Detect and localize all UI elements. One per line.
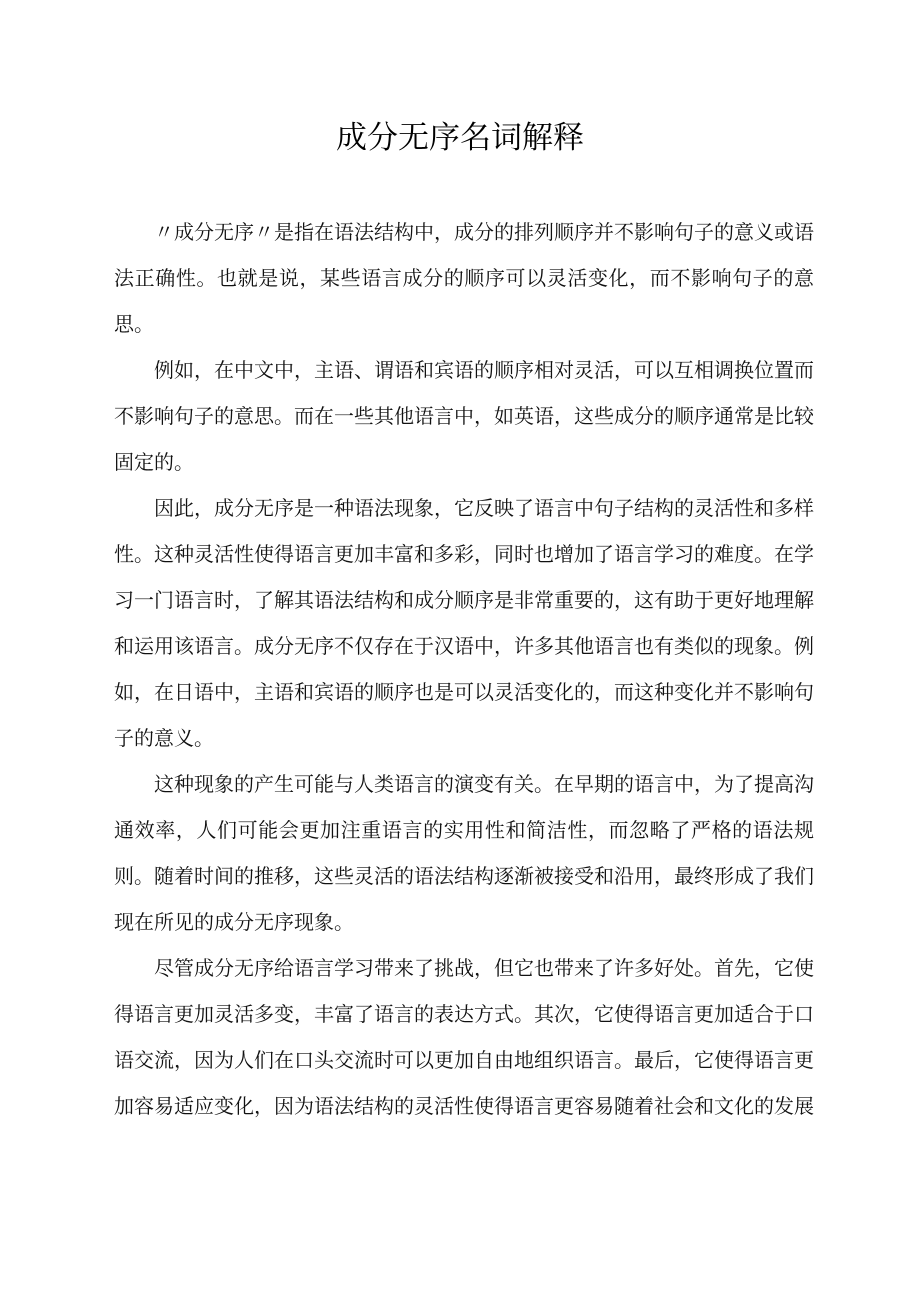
document-title: 成分无序名词解释 xyxy=(336,120,584,156)
paragraph-1: 〃成分无序〃是指在语法结构中，成分的排列顺序并不影响句子的意义或语法正确性。也就是说，某些语言成分的顺序可以灵活变化，而不影响句子的意思。 xyxy=(114,220,814,336)
paragraph-2: 例如，在中文中，主语、谓语和宾语的顺序相对灵活，可以互相调换位置而不影响句子的意思。而在一些其他语言中，如英语，这些成分的顺序通常是比较固定的。 xyxy=(114,358,814,474)
paragraph-4: 这种现象的产生可能与人类语言的演变有关。在早期的语言中，为了提高沟通效率，人们可能会更加注重语言的实用性和简洁性，而忽略了严格的语法规则。随着时间的推移，这些灵活的语法结构逐渐被接受和沿用，最终形成了我们现在所见的成分无序现象。 xyxy=(114,772,814,934)
paragraph-5: 尽管成分无序给语言学习带来了挑战，但它也带来了许多好处。首先，它使得语言更加灵活多变，丰富了语言的表达方式。其次，它使得语言更加适合于口语交流，因为人们在口头交流时可以更加自由地组织语言。最后，它使得语言更加容易适应变化，因为语法结构的灵活性使得语言更容易随着社会和文化的发展 xyxy=(114,956,814,1118)
paragraph-3: 因此，成分无序是一种语法现象，它反映了语言中句子结构的灵活性和多样性。这种灵活性使得语言更加丰富和多彩，同时也增加了语言学习的难度。在学习一门语言时，了解其语法结构和成分顺序是非常重要的，这有助于更好地理解和运用该语言。成分无序不仅存在于汉语中，许多其他语言也有类似的现象。例如，在日语中，主语和宾语的顺序也是可以灵活变化的，而这种变化并不影响句子的意义。 xyxy=(114,496,814,750)
document-body xyxy=(114,209,814,1129)
